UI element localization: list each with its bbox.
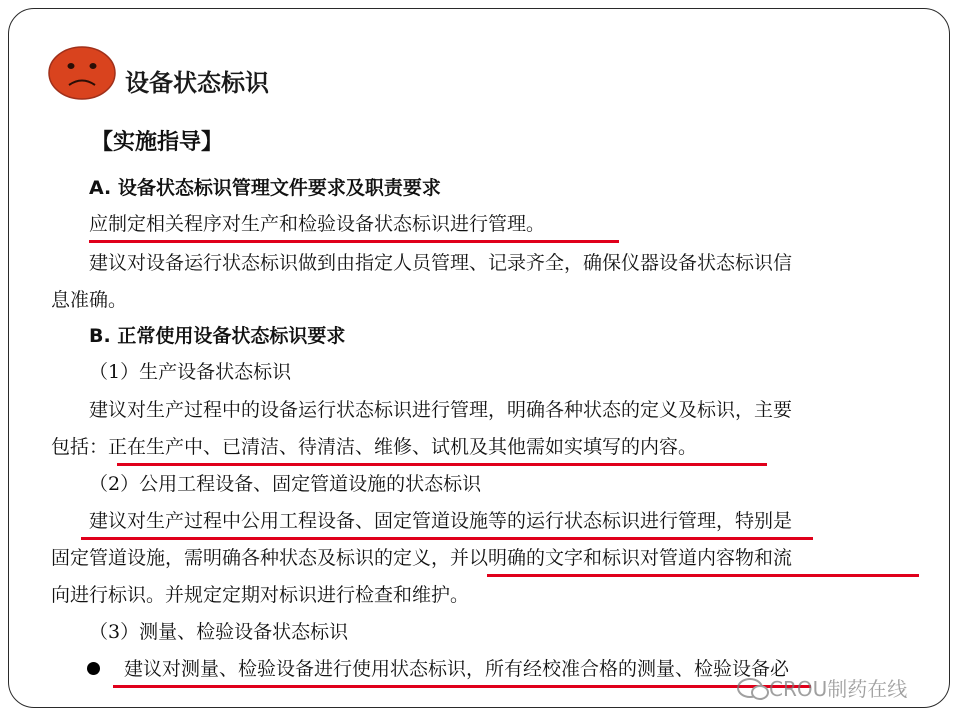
a-line-1: 应制定相关程序对生产和检验设备状态标识进行管理。 (89, 213, 546, 235)
bullet-icon (87, 662, 100, 675)
underline-a1 (89, 240, 619, 243)
wechat-icon (737, 678, 763, 698)
a-line-2: 建议对设备运行状态标识做到由指定人员管理、记录齐全，确保仪器设备状态标识信 (89, 252, 793, 274)
b1-line-1: 建议对生产过程中的设备运行状态标识进行管理，明确各种状态的定义及标识，主要 (89, 399, 793, 421)
underline-b3 (113, 685, 811, 688)
heading-a: A. 设备状态标识管理文件要求及职责要求 (89, 177, 441, 199)
heading-b: B. 正常使用设备状态标识要求 (89, 325, 346, 347)
b2-line-1: 建议对生产过程中公用工程设备、固定管道设施等的运行状态标识进行管理，特别是 (89, 510, 793, 532)
a-line-3: 息准确。 (51, 289, 128, 311)
content-body (51, 9, 929, 708)
b2-heading: （2）公用工程设备、固定管道设施的状态标识 (89, 473, 482, 495)
watermark-text: CROU制药在线 (769, 677, 908, 701)
b3-heading: （3）测量、检验设备状态标识 (89, 621, 349, 643)
b2-line-3: 向进行标识。并规定定期对标识进行检查和维护。 (51, 584, 470, 606)
slide-title: 设备状态标识 (125, 69, 269, 97)
section-title: 【实施指导】 (91, 130, 224, 155)
watermark (737, 673, 907, 702)
underline-b1 (117, 463, 767, 466)
b3-bullet-item (87, 660, 789, 679)
b2-line-2: 固定管道设施，需明确各种状态及标识的定义，并以明确的文字和标识对管道内容物和流 (51, 547, 793, 569)
underline-b2-2 (487, 574, 919, 577)
b3-line-1: 建议对测量、检验设备进行使用状态标识，所有经校准合格的测量、检验设备必 (124, 658, 790, 680)
underline-b2-1 (81, 537, 813, 540)
b1-line-2: 包括：正在生产中、已清洁、待清洁、维修、试机及其他需如实填写的内容。 (51, 436, 698, 458)
b1-heading: （1）生产设备状态标识 (89, 361, 292, 383)
slide-frame (8, 8, 950, 708)
